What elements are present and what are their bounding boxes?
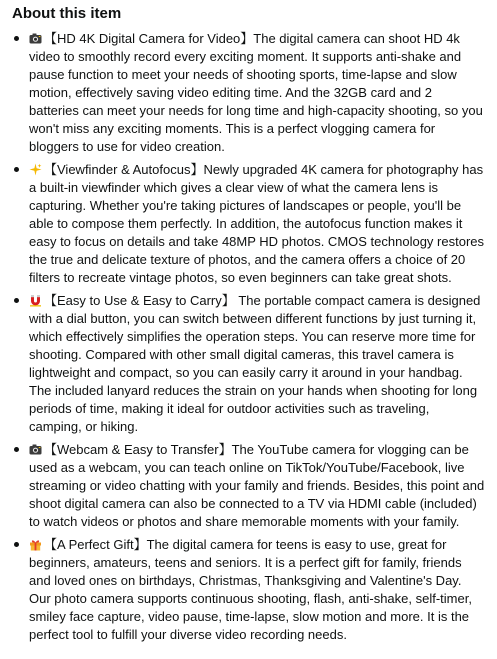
bullet-dot	[14, 36, 19, 41]
bullet-dot	[14, 447, 19, 452]
feature-bullet-list	[12, 30, 485, 644]
magnet-icon	[29, 294, 42, 307]
camera-icon	[29, 443, 42, 456]
bullet-text: 【Viewfinder & Autofocus】Newly upgraded 4K camera for photography has a built-in viewfinder which gives a clear view of what the camera lens is capturing. Whether you're taking pictures of landscapes or people, you'll be able to compose them perfectly. In addition, the autofocus function makes it easy to focus on details and take 48MP HD photos. CMOS technology restores the true and delicate texture of photos, and the camera offers a choice of 20 filters to recreate vintage photos, so even beginners can take great shots.	[29, 162, 484, 285]
feature-bullet-gift	[12, 536, 485, 644]
section-title: About this item	[12, 5, 122, 22]
bullet-text: 【HD 4K Digital Camera for Video】The digital camera can shoot HD 4k video to smoothly record every exciting moment. It supports anti-shake and pause function to meet your needs of shooting sports, time-lapse and slow motion, effectively saving video editing time. And the 32GB card and 2 batteries can meet your needs for long time and high-capacity shooting, so you won't miss any exciting moments. This is a perfect vlogging camera for bloggers to use for video creation.	[29, 31, 483, 154]
bullet-text: 【A Perfect Gift】The digital camera for teens is easy to use, great for beginners, amateurs, teens and seniors. It is a perfect gift for family, friends and loved ones on birthdays, Christmas, Thanksgiving and Valentine's Day. Our photo camera supports continuous shooting, flash, anti-shake, self-timer, smiley face capture, video pause, time-lapse, slow motion and more. It is the perfect tool to fulfill your diverse video recording needs.	[29, 537, 472, 642]
sparkle-icon	[29, 163, 42, 176]
feature-bullet-webcam	[12, 441, 485, 531]
camera-icon	[29, 32, 42, 45]
feature-bullet-easy-to-use	[12, 292, 485, 436]
gift-icon	[29, 538, 42, 551]
feature-bullet-hd-4k	[12, 30, 485, 156]
bullet-dot	[14, 298, 19, 303]
bullet-dot	[14, 167, 19, 172]
bullet-text: 【Easy to Use & Easy to Carry】 The portable compact camera is designed with a dial button, you can switch between different functions by just turning it, which effectively simplifies the operation steps. You can reserve more time for shooting. Compared with other small digital cameras, this travel camera is lightweight and compact, so you can easily carry it around in your handbag. The included lanyard reduces the strain on your hands when shooting for long periods of time, making it ideal for outdoor activities such as traveling, camping, or hiking.	[29, 293, 481, 434]
bullet-dot	[14, 542, 19, 547]
feature-bullet-viewfinder	[12, 161, 485, 287]
bullet-text: 【Webcam & Easy to Transfer】The YouTube camera for vlogging can be used as a webcam, you can teach online on TikTok/YouTube/Facebook, live streaming or video chatting with your family and friends. Besides, this point and shoot digital camera can also be connected to a TV via HDMI cable (included) to watch videos or photos and share memorable moments with your family.	[29, 442, 485, 529]
